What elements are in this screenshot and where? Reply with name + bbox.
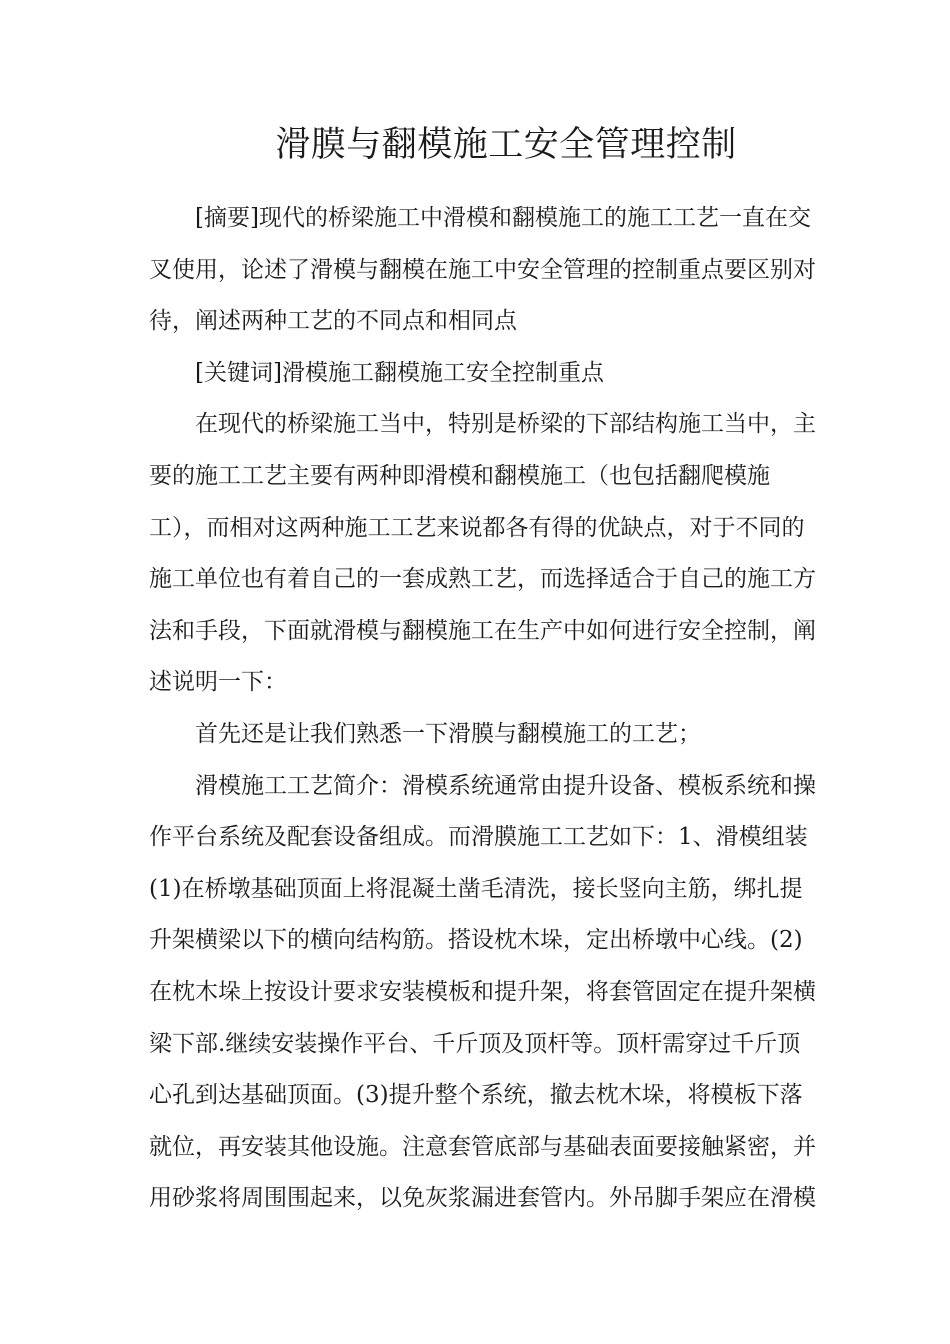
process-line: 滑模施工工艺简介：滑模系统通常由提升设备、模板系统和操	[195, 772, 816, 799]
keywords-line: [关键词]滑模施工翻模施工安全控制重点	[195, 359, 604, 386]
document-title: 滑膜与翻模施工安全管理控制	[275, 125, 737, 165]
process-line: 用砂浆将周围围起来，以免灰浆漏进套管内。外吊脚手架应在滑模	[149, 1185, 816, 1212]
process-line: 在枕木垛上按设计要求安装模板和提升架，将套管固定在提升架横	[149, 978, 816, 1005]
intro-line: 述说明一下：	[149, 669, 287, 696]
abstract-line: 叉使用，论述了滑模与翻模在施工中安全管理的控制重点要区别对	[149, 256, 816, 283]
intro-line: 法和手段，下面就滑模与翻模施工在生产中如何进行安全控制，阐	[149, 617, 816, 644]
intro-line: 要的施工工艺主要有两种即滑模和翻模施工（也包括翻爬模施	[149, 462, 770, 489]
document-body	[149, 193, 816, 1225]
intro-line: 在现代的桥梁施工当中，特别是桥梁的下部结构施工当中，主	[195, 411, 816, 438]
intro-line: 工），而相对这两种施工工艺来说都各有得的优缺点，对于不同的	[149, 514, 805, 541]
process-line: 心孔到达基础顶面。(3)提升整个系统，撤去枕木垛，将模板下落	[149, 1082, 803, 1109]
abstract-line: 待，阐述两种工艺的不同点和相同点	[149, 308, 517, 335]
process-line: 升架横梁以下的横向结构筋。搭设枕木垛，定出桥墩中心线。(2)	[149, 927, 803, 954]
process-line: 就位，再安装其他设施。注意套管底部与基础表面要接触紧密，并	[149, 1133, 816, 1160]
abstract-line: [摘要]现代的桥梁施工中滑模和翻模施工的施工工艺一直在交	[195, 205, 811, 231]
process-line: 梁下部.继续安装操作平台、千斤顶及顶杆等。顶杆需穿过千斤顶	[149, 1030, 801, 1057]
process-line: 作平台系统及配套设备组成。而滑膜施工工艺如下：1、滑模组装	[149, 824, 808, 851]
process-line: (1)在桥墩基础顶面上将混凝土凿毛清洗，接长竖向主筋，绑扎提	[149, 875, 803, 902]
first-line: 首先还是让我们熟悉一下滑膜与翻模施工的工艺；	[195, 720, 701, 747]
intro-line: 施工单位也有着自己的一套成熟工艺，而选择适合于自己的施工方	[149, 566, 816, 593]
